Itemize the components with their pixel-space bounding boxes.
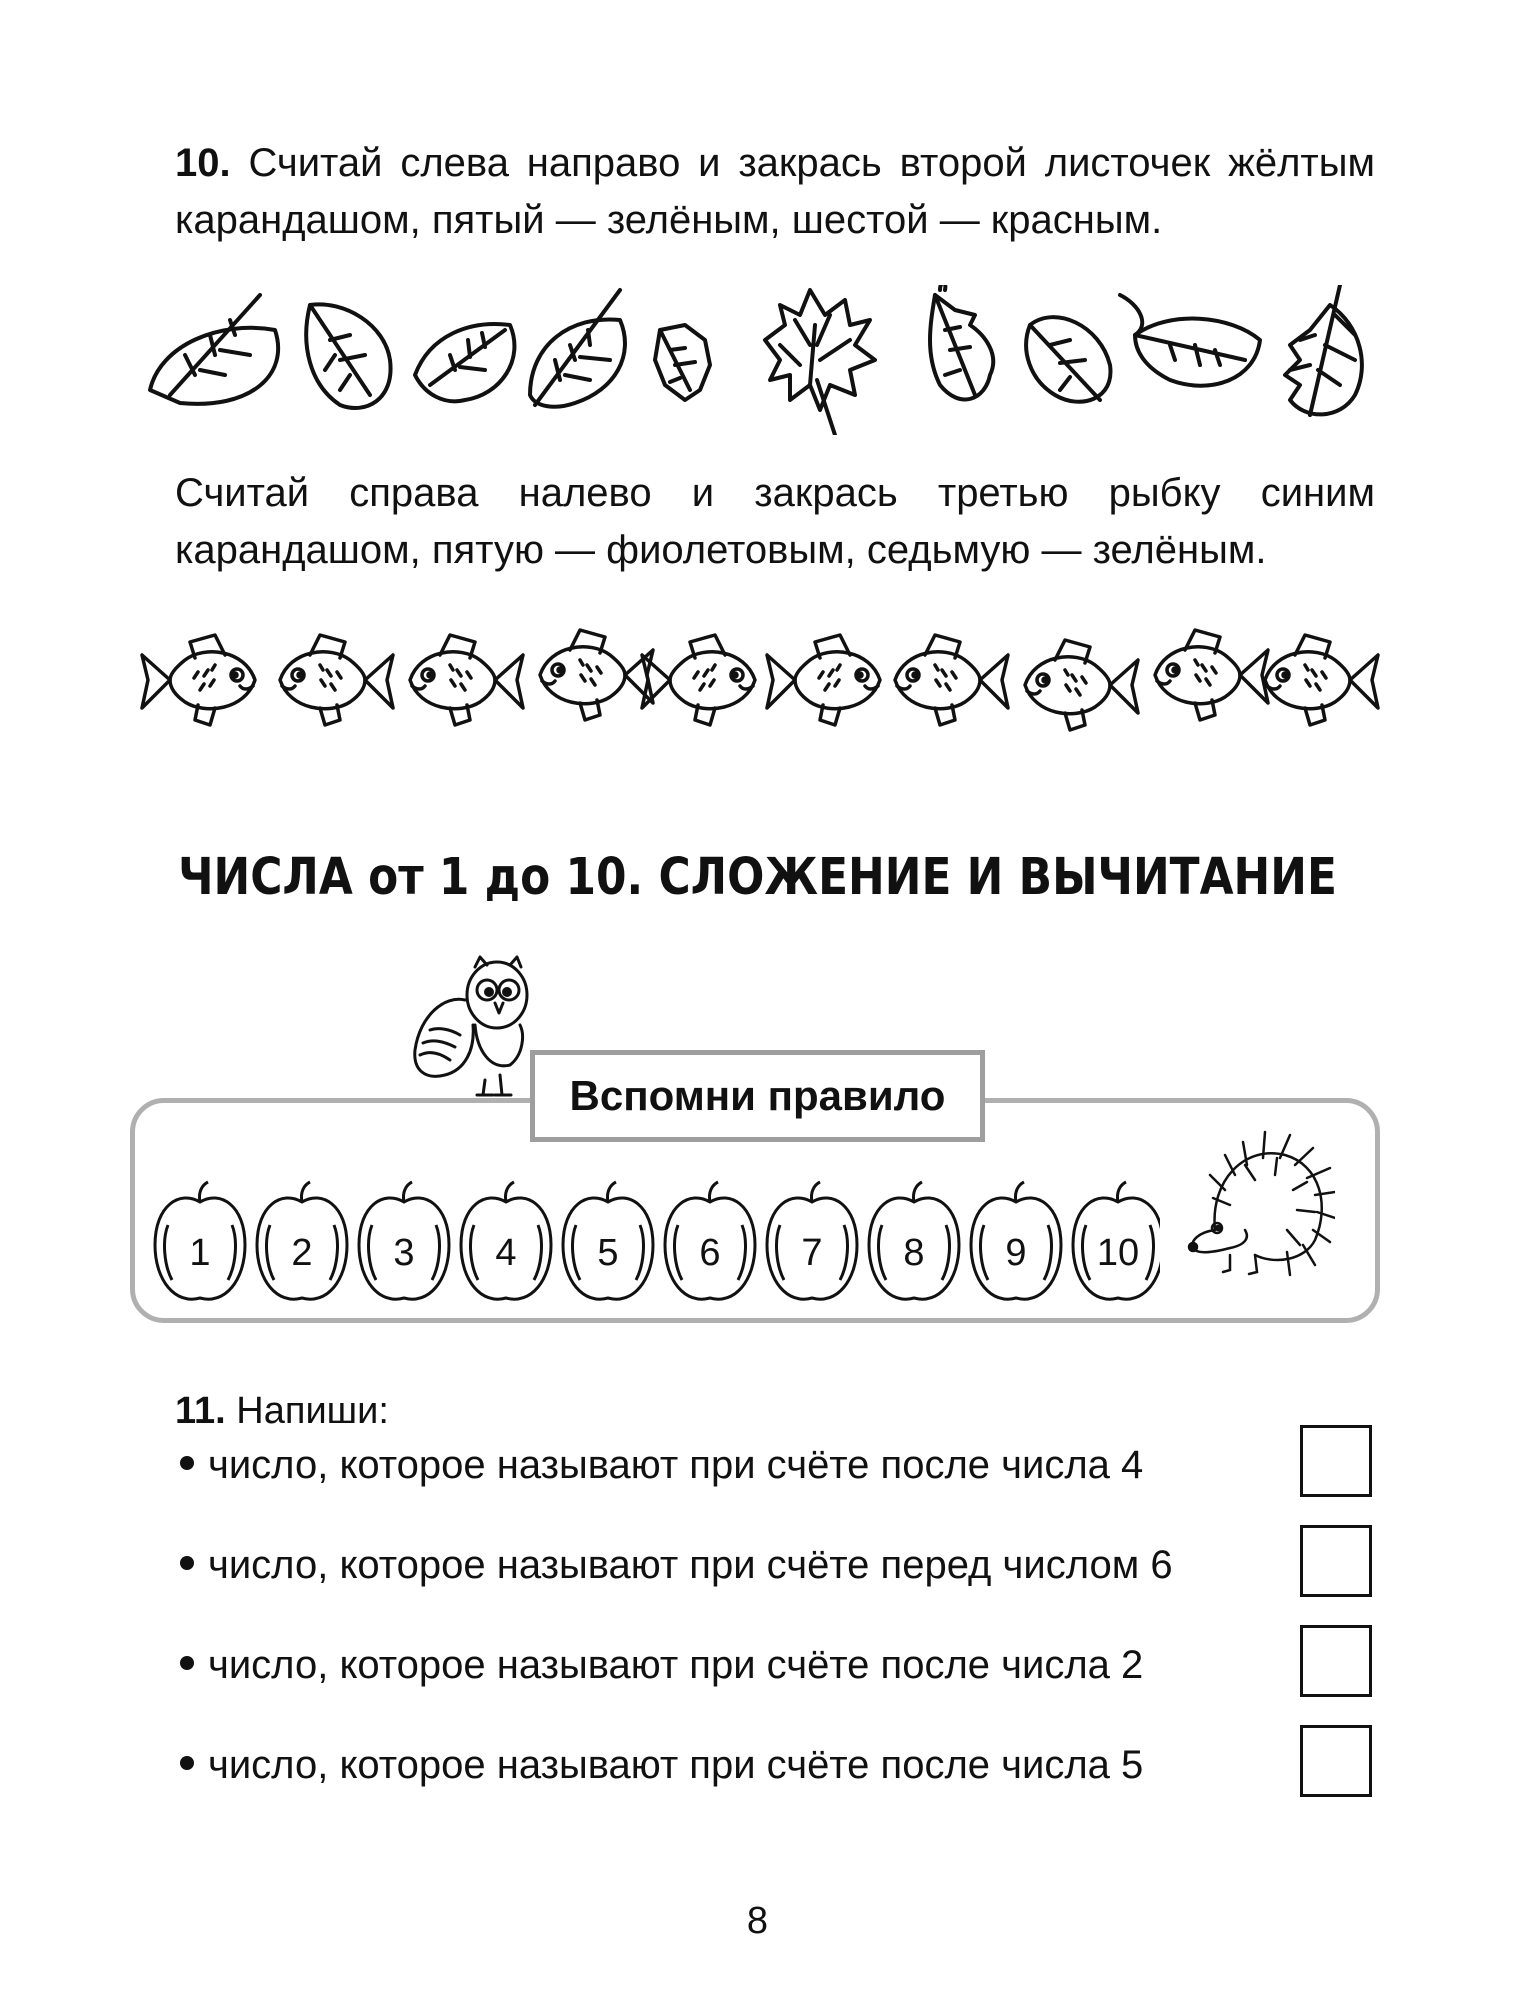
task11-item-text: число, которое называют при счёте после числа 5 xyxy=(208,1743,1144,1787)
apple-number: 8 xyxy=(903,1232,925,1274)
bullet-icon xyxy=(180,1456,194,1470)
answer-box[interactable] xyxy=(1300,1525,1372,1597)
fish-icon[interactable] xyxy=(642,635,755,725)
leaf-icon[interactable] xyxy=(930,285,993,399)
task11-item xyxy=(180,1540,1173,1590)
leaves-row xyxy=(140,285,1380,435)
apple-number: 3 xyxy=(393,1232,415,1274)
fish-row xyxy=(140,615,1380,745)
fish-icon[interactable] xyxy=(895,635,1008,725)
answer-box[interactable] xyxy=(1300,1425,1372,1497)
task11-item xyxy=(180,1440,1143,1490)
task10-text-2: Считай справа налево и закрась третью рыбку синим карандашом, пятую — фиолетовым, седьмую — зелёным. xyxy=(175,471,1375,572)
apple-number: 6 xyxy=(699,1232,721,1274)
apples-row xyxy=(150,1170,1160,1310)
leaf-icon[interactable] xyxy=(1026,317,1110,402)
task10-instruction-2 xyxy=(175,465,1375,579)
task10-text-1: Считай слева направо и закрась второй листочек жёлтым карандашом, пятый — зелёным, шестой — красным. xyxy=(175,141,1375,242)
hedgehog-icon xyxy=(1185,1120,1335,1290)
task10-number: 10. xyxy=(175,141,231,185)
fish-icon[interactable] xyxy=(1025,640,1138,730)
apple-number: 1 xyxy=(189,1232,211,1274)
rule-label: Вспомни правило xyxy=(530,1050,985,1142)
task11-item xyxy=(180,1740,1143,1790)
section-title: ЧИСЛА от 1 до 10. СЛОЖЕНИЕ И ВЫЧИТАНИЕ xyxy=(178,848,1337,907)
fish-icon[interactable] xyxy=(142,635,255,725)
leaf-icon[interactable] xyxy=(765,290,875,435)
page-number: 8 xyxy=(746,1900,769,1942)
task11-item-text: число, которое называют при счёте после числа 2 xyxy=(208,1643,1144,1687)
leaf-icon[interactable] xyxy=(530,290,625,407)
bullet-icon xyxy=(180,1656,194,1670)
fish-icon[interactable] xyxy=(1265,635,1378,725)
task11-item xyxy=(180,1640,1143,1690)
task11-item-text: число, которое называют при счёте перед числом 6 xyxy=(208,1543,1173,1587)
leaf-icon[interactable] xyxy=(655,325,710,400)
apple-number: 2 xyxy=(291,1232,313,1274)
apple-number: 5 xyxy=(597,1232,619,1274)
fish-icon[interactable] xyxy=(280,635,393,725)
task11-item-text: число, которое называют при счёте после числа 4 xyxy=(208,1443,1144,1487)
leaf-icon[interactable] xyxy=(415,324,514,401)
leaf-icon[interactable] xyxy=(306,304,390,408)
answer-box[interactable] xyxy=(1300,1625,1372,1697)
bullet-icon xyxy=(180,1756,194,1770)
leaf-icon[interactable] xyxy=(150,295,278,404)
apple-number: 7 xyxy=(801,1232,823,1274)
owl-icon xyxy=(405,955,545,1105)
fish-icon[interactable] xyxy=(410,635,523,725)
fish-icon[interactable] xyxy=(767,635,880,725)
apple-number: 10 xyxy=(1096,1232,1140,1274)
task10-instruction-1 xyxy=(175,135,1375,249)
task11-title: Напиши: xyxy=(236,1390,389,1432)
answer-box[interactable] xyxy=(1300,1725,1372,1797)
task11-heading xyxy=(175,1390,389,1433)
leaf-icon[interactable] xyxy=(1120,295,1260,386)
bullet-icon xyxy=(180,1556,194,1570)
leaf-icon[interactable] xyxy=(1285,285,1362,415)
apple-number: 4 xyxy=(495,1232,517,1274)
fish-icon[interactable] xyxy=(540,630,653,720)
task11-number: 11. xyxy=(175,1390,226,1432)
apple-number: 9 xyxy=(1005,1232,1027,1274)
fish-icon[interactable] xyxy=(1155,630,1268,720)
